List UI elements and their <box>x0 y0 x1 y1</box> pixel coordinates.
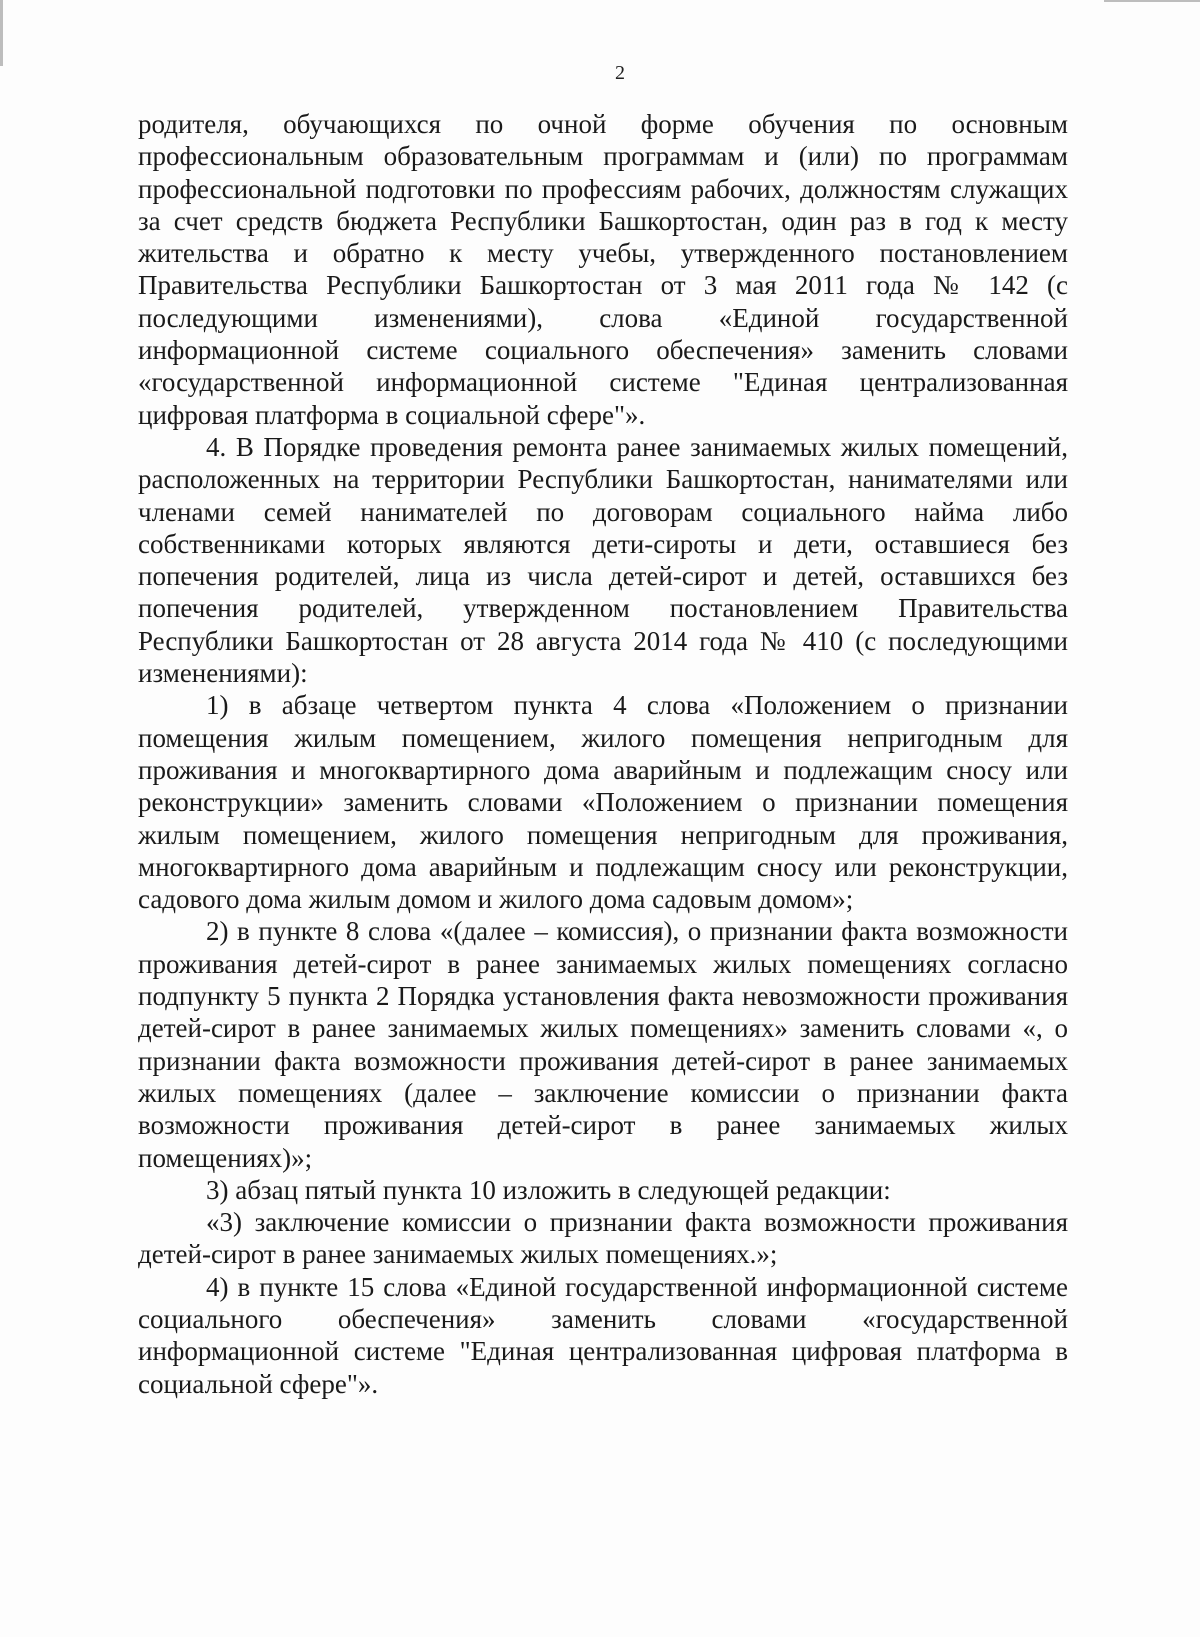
paragraph: 2) в пункте 8 слова «(далее – комиссия), о признании факта возможности проживания детей-сирот в ранее занимаемых жилых помещениях согласно подпункту 5 пункта 2 Порядка установления факта невозможности проживания детей-сирот в ранее занимаемых жилых помещениях» заменить словами «, о признании факта возможности проживания детей-сирот в ранее занимаемых жилых помещениях (далее – заключение комиссии о признании факта возможности проживания детей-сирот в ранее занимаемых жилых помещениях)»; <box>138 916 1068 1173</box>
paragraph: 3) абзац пятый пункта 10 изложить в следующей редакции: <box>206 1174 891 1205</box>
paragraph: «3) заключение комиссии о признании факта возможности проживания детей-сирот в ранее занимаемых жилых помещениях.»; <box>138 1207 1068 1270</box>
paragraph: 4. В Порядке проведения ремонта ранее занимаемых жилых помещений, расположенных на территории Республики Башкортостан, нанимателями или членами семей нанимателей по договорам социального найма либо собственниками которых являются дети-сироты и дети, оставшиеся без попечения родителей, лица из числа детей-сирот и детей, оставшихся без попечения родителей, утвержденном постановлением Правительства Республики Башкортостан от 28 августа 2014 года № 410 (с последующими изменениями): <box>138 431 1068 689</box>
paragraph: родителя, обучающихся по очной форме обучения по основным профессиональным образовательным программам и (или) по программам профессиональной подготовки по профессиям рабочих, должностям служащих за счет средств бюджета Республики Башкортостан, один раз в год к месту жительства и обратно к месту учебы, утвержденного постановлением Правительства Республики Башкортостан от 3 мая 2011 года № 142 (с последующими изменениями), слова «Единой государственной информационной системе социального обеспечения» заменить словами «государственной информационной системе "Единая централизованная цифровая платформа в социальной сфере"». <box>138 109 1068 430</box>
paragraph: 1) в абзаце четвертом пункта 4 слова «Положением о признании помещения жилым помещением, жилого помещения непригодным для проживания и многоквартирного дома аварийным и подлежащим сносу или реконструкции» заменить словами «Положением о признании помещения жилым помещением, жилого помещения непригодным для проживания, многоквартирного дома аварийным и подлежащим сносу или реконструкции, садового дома жилым домом и жилого дома садовым домом»; <box>138 690 1068 915</box>
document-body <box>138 108 1068 1400</box>
scan-edge-mark <box>1104 0 1200 2</box>
page-number: 2 <box>615 62 625 84</box>
scan-edge-mark <box>0 0 3 66</box>
paragraph: 4) в пункте 15 слова «Единой государственной информационной системе социального обеспечения» заменить словами «государственной информационной системе "Единая централизованная цифровая платформа в социальной сфере"». <box>138 1271 1068 1399</box>
